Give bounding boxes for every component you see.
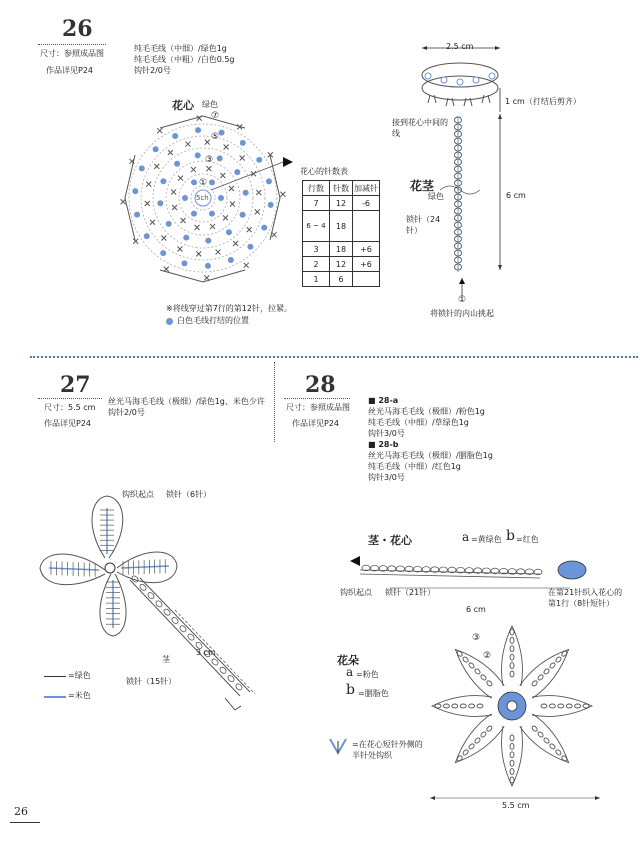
table-cell: 6	[330, 272, 353, 287]
dim-1cm: 1 cm（打结后剪齐）	[505, 97, 581, 106]
a-pink: =粉色	[356, 670, 379, 679]
letter-a: a	[462, 530, 470, 544]
dim-6cm: 6 cm	[506, 191, 526, 200]
table-cell: 2	[303, 257, 330, 272]
size-text: 尺寸：5.5 cm	[44, 403, 96, 412]
dim-width: 2.5 cm	[446, 42, 474, 51]
reference-text: 作品详见P24	[44, 419, 92, 428]
material-item: 纯毛毛线（中粗）/白色0.5g	[134, 55, 235, 64]
legend-beige: =米色	[68, 691, 91, 700]
material-item: 丝光马海毛毛线（极细）/胭脂色1g	[368, 451, 493, 460]
material-item: 钩针3/0号	[368, 429, 405, 438]
title-divider	[38, 44, 106, 45]
table-cell: -6	[353, 196, 380, 211]
stem-start-arrow-icon	[459, 278, 465, 284]
flower-round-3: ③	[472, 633, 481, 643]
join-note: 接到花心中间的线	[392, 118, 448, 138]
table-cell: 18	[330, 211, 353, 242]
start-label: 钩织起点	[122, 490, 154, 499]
blue-dot-icon	[166, 318, 173, 325]
table-row	[303, 196, 380, 211]
table-cell: 1	[303, 272, 330, 287]
dim-6cm: 6 cm	[466, 605, 486, 614]
title-divider	[284, 398, 350, 399]
material-list-a	[368, 395, 493, 483]
table-row	[303, 242, 380, 257]
stitch-count-table	[302, 180, 380, 287]
material-title: ■ 28-b	[368, 440, 399, 449]
page-number-rule	[10, 822, 40, 823]
chain-label: 锁针（24针）	[406, 215, 441, 235]
section-divider-horizontal	[30, 356, 638, 358]
table-row	[303, 257, 380, 272]
material-item: 钩针2/0号	[108, 408, 145, 417]
chain-6-label: 锁针（6针）	[166, 490, 212, 499]
size-text: 尺寸：参照成品图	[40, 49, 104, 58]
symbol-note-line: 半针处钩织	[352, 751, 392, 760]
symbol-note	[352, 739, 423, 761]
stem-title: 花茎	[410, 179, 435, 193]
b-red: =红色	[516, 535, 539, 544]
a-yellowgreen: =黄绿色	[471, 535, 502, 544]
letter-a-flower: a	[346, 665, 354, 679]
start-arrow-icon	[283, 157, 293, 167]
table-cell	[353, 272, 380, 287]
stem-center-title: 茎・花心	[368, 534, 412, 547]
material-list	[108, 396, 265, 418]
table-cell: 18	[330, 242, 353, 257]
table-header: 行数	[303, 181, 330, 196]
section-divider-vertical	[274, 362, 275, 442]
size-text: 尺寸：参照成品图	[286, 403, 350, 412]
reference-text: 作品详见P24	[46, 66, 94, 75]
material-item: 钩针2/0号	[134, 66, 171, 75]
stem-color: 绿色	[428, 192, 444, 201]
letter-b-flower: b	[346, 682, 355, 698]
insert-note	[548, 587, 622, 609]
ring-label: 5ch	[196, 194, 209, 202]
table-cell: 7	[303, 196, 330, 211]
table-row	[303, 272, 380, 287]
round-label-7: ⑦	[211, 111, 220, 121]
table-cell: +6	[353, 242, 380, 257]
reference-text: 作品详见P24	[292, 419, 340, 428]
legend-green-line	[44, 676, 66, 677]
clover-chart	[25, 488, 265, 728]
pattern-number-28: 28	[305, 372, 336, 398]
material-item: 丝光马海毛毛线（极细）/粉色1g	[368, 407, 485, 416]
material-item: 丝光马海毛毛线（极细）/绿色1g、米色少许	[108, 397, 265, 406]
half-stitch-icon	[328, 737, 350, 755]
legend-green: =绿色	[68, 671, 91, 680]
letter-b: b	[506, 528, 515, 544]
flower-petal-chart	[420, 622, 630, 802]
flower-round-2: ②	[483, 651, 492, 661]
chain-15-label: 锁针（15针）	[126, 677, 177, 686]
material-title: ■ 28-a	[368, 396, 399, 405]
start-num: ①	[458, 295, 467, 305]
start-note: 将锁针的内山挑起	[430, 309, 494, 318]
material-item: 钩针3/0号	[368, 473, 405, 482]
round-label-3: ③	[205, 155, 214, 165]
dim-3cm: 3 cm	[196, 648, 216, 657]
table-row	[303, 211, 380, 242]
material-item: 纯毛毛线（中细）/草绿色1g	[368, 418, 469, 427]
table-cell: 12	[330, 257, 353, 272]
insert-note-line: 在第21针织入花心的	[548, 588, 623, 597]
pattern-number-27: 27	[60, 372, 91, 398]
material-item: 纯毛毛线（中细）/红色1g	[368, 462, 461, 471]
b-rouge: =胭脂色	[358, 689, 389, 698]
page-number: 26	[14, 805, 28, 818]
round-label-5: ⑤	[211, 132, 220, 142]
title-divider	[38, 398, 102, 399]
start-label: 钩织起点	[340, 588, 372, 597]
symbol-note-line: =在花心短针外侧的	[352, 740, 423, 749]
stem-start-arrow-icon	[350, 556, 360, 566]
table-cell: 3	[303, 242, 330, 257]
round-label-1: ①	[199, 178, 208, 188]
table-cell: 12	[330, 196, 353, 211]
table-title: 花心的针数表	[300, 167, 348, 176]
stem-label: 茎	[162, 655, 170, 664]
note-thread: ※将线穿过第7行的第12针，拉紧。	[166, 304, 292, 313]
flower-title: 花朵	[337, 654, 359, 667]
table-cell: +6	[353, 257, 380, 272]
pattern-number-26: 26	[62, 16, 93, 42]
table-header: 针数	[330, 181, 353, 196]
insert-note-line: 第1行（8针短针）	[548, 599, 615, 608]
flower-center-icon	[558, 561, 586, 579]
chain-21-label: 锁针（21针）	[385, 588, 436, 597]
legend-beige-line	[44, 696, 66, 698]
table-cell	[353, 211, 380, 242]
table-header: 加减针	[353, 181, 380, 196]
dim-55cm: 5.5 cm	[502, 801, 530, 810]
table-cell: 6 ~ 4	[303, 211, 330, 242]
center-title: 花心	[172, 99, 194, 112]
material-list	[134, 43, 235, 76]
material-item: 纯毛毛线（中细）/绿色1g	[134, 44, 227, 53]
center-color: 绿色	[202, 100, 218, 109]
note-knot: 白色毛线打结的位置	[177, 316, 249, 325]
